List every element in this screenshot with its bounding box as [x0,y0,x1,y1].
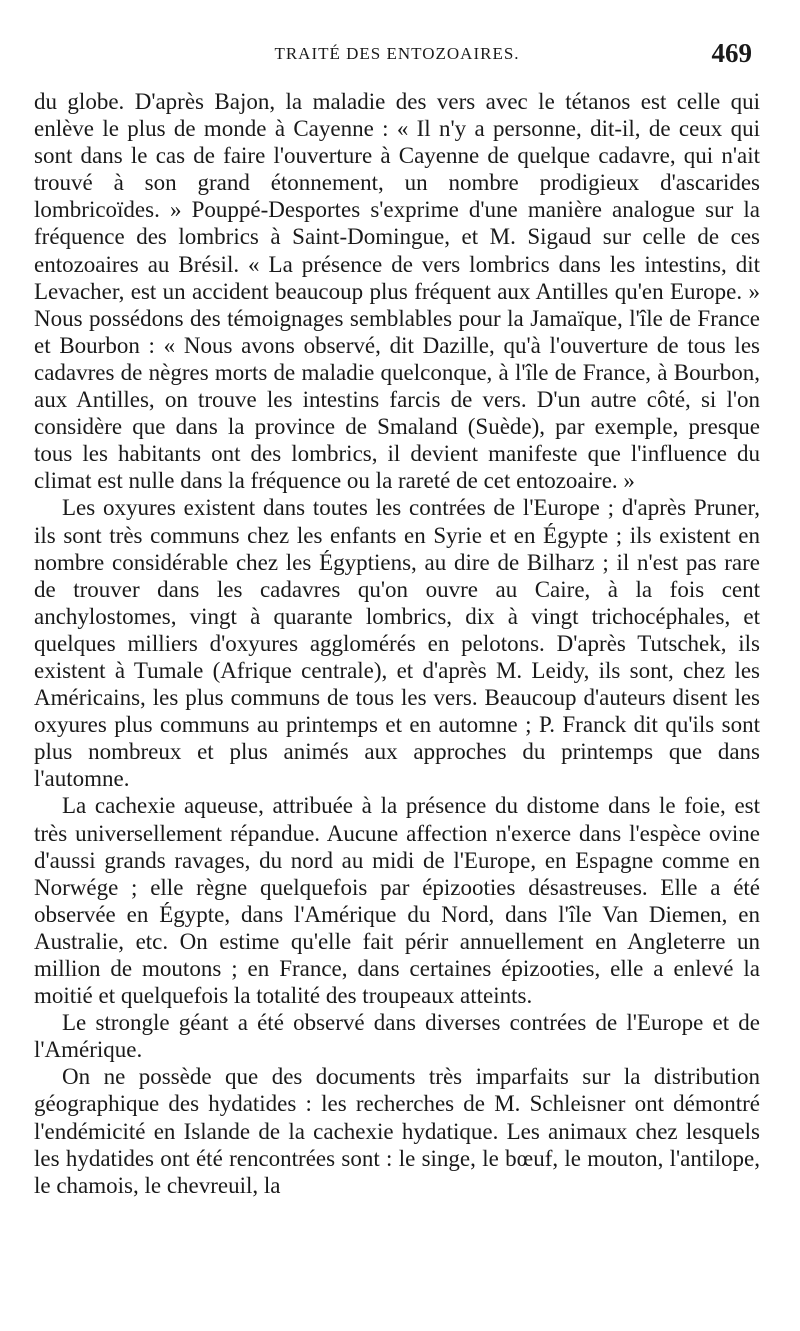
page-header [34,38,760,78]
paragraph-continuation: du globe. D'après Bajon, la maladie des vers avec le tétanos est celle qui enlève le plus de monde à Cayenne : « Il n'y a personne, dit-il, de ceux qui sont dans le cas de faire l'ouverture à Cayenne de quelque cadavre, qui n'ait trouvé à son grand étonnement, un nombre prodigieux d'ascarides lombricoïdes. » Pouppé-Desportes s'exprime d'une manière analogue sur la fréquence des lombrics à Saint-Domingue, et M. Sigaud sur celle de ces entozoaires au Brésil. « La présence de vers lombrics dans les intestins, dit Levacher, est un accident beaucoup plus fréquent aux Antilles qu'en Europe. » Nous possédons des témoignages semblables pour la Jamaïque, l'île de France et Bourbon : « Nous avons observé, dit Dazille, qu'à l'ouverture de tous les cadavres de nègres morts de maladie quelconque, à l'île de France, à Bourbon, aux Antilles, on trouve les intestins farcis de vers. D'un autre côté, si l'on considère que dans la province de Smaland (Suède), par exemple, presque tous les habitants ont des lombrics, il devient manifeste que l'influence du climat est nulle dans la fréquence ou la rareté de cet entozoaire. » [34,89,760,494]
running-title: TRAITÉ DES ENTOZOAIRES. [274,44,520,63]
paragraph-hydatides: On ne possède que des documents très imparfaits sur la distribution géographique des hydatides : les recherches de M. Schleisner ont démontré l'endémicité en Islande de la cachexie hydatique. Les animaux chez lesquels les hydatides ont été rencontrées sont : le singe, le bœuf, le mouton, l'antilope, le chamois, le chevreuil, la [34,1064,760,1198]
paragraph-cachexie: La cachexie aqueuse, attribuée à la présence du distome dans le foie, est très universellement répandue. Aucune affection n'exerce dans l'espèce ovine d'aussi grands ravages, du nord au midi de l'Europe, en Espagne comme en Norwége ; elle règne quelquefois par épizooties désastreuses. Elle a été observée en Égypte, dans l'Amérique du Nord, dans l'île Van Diemen, en Australie, etc. On estime qu'elle fait périr annuellement en Angleterre un million de moutons ; en France, dans certaines épizooties, elle a enlevé la moitié et quelquefois la totalité des troupeaux atteints. [34,793,760,1009]
paragraph-oxyures: Les oxyures existent dans toutes les contrées de l'Europe ; d'après Pruner, ils sont très communs chez les enfants en Syrie et en Égypte ; ils existent en nombre considérable chez les Égyptiens, au dire de Bilharz ; il n'est pas rare de trouver dans les cadavres qu'on ouvre au Caire, à la fois cent anchylostomes, vingt à quarante lombrics, dix à vingt trichocéphales, et quelques milliers d'oxyures agglomérés en pelotons. D'après Tutschek, ils existent à Tumale (Afrique centrale), et d'après M. Leidy, ils sont, chez les Américains, les plus communs de tous les vers. Beaucoup d'auteurs disent les oxyures plus communs au printemps et en automne ; P. Franck dit qu'ils sont plus nombreux et plus animés aux approches du printemps que dans l'automne. [34,495,760,792]
page-number: 469 [711,38,752,68]
body-text [34,88,760,1199]
paragraph-strongle: Le strongle géant a été observé dans diverses contrées de l'Europe et de l'Amérique. [34,1010,760,1063]
